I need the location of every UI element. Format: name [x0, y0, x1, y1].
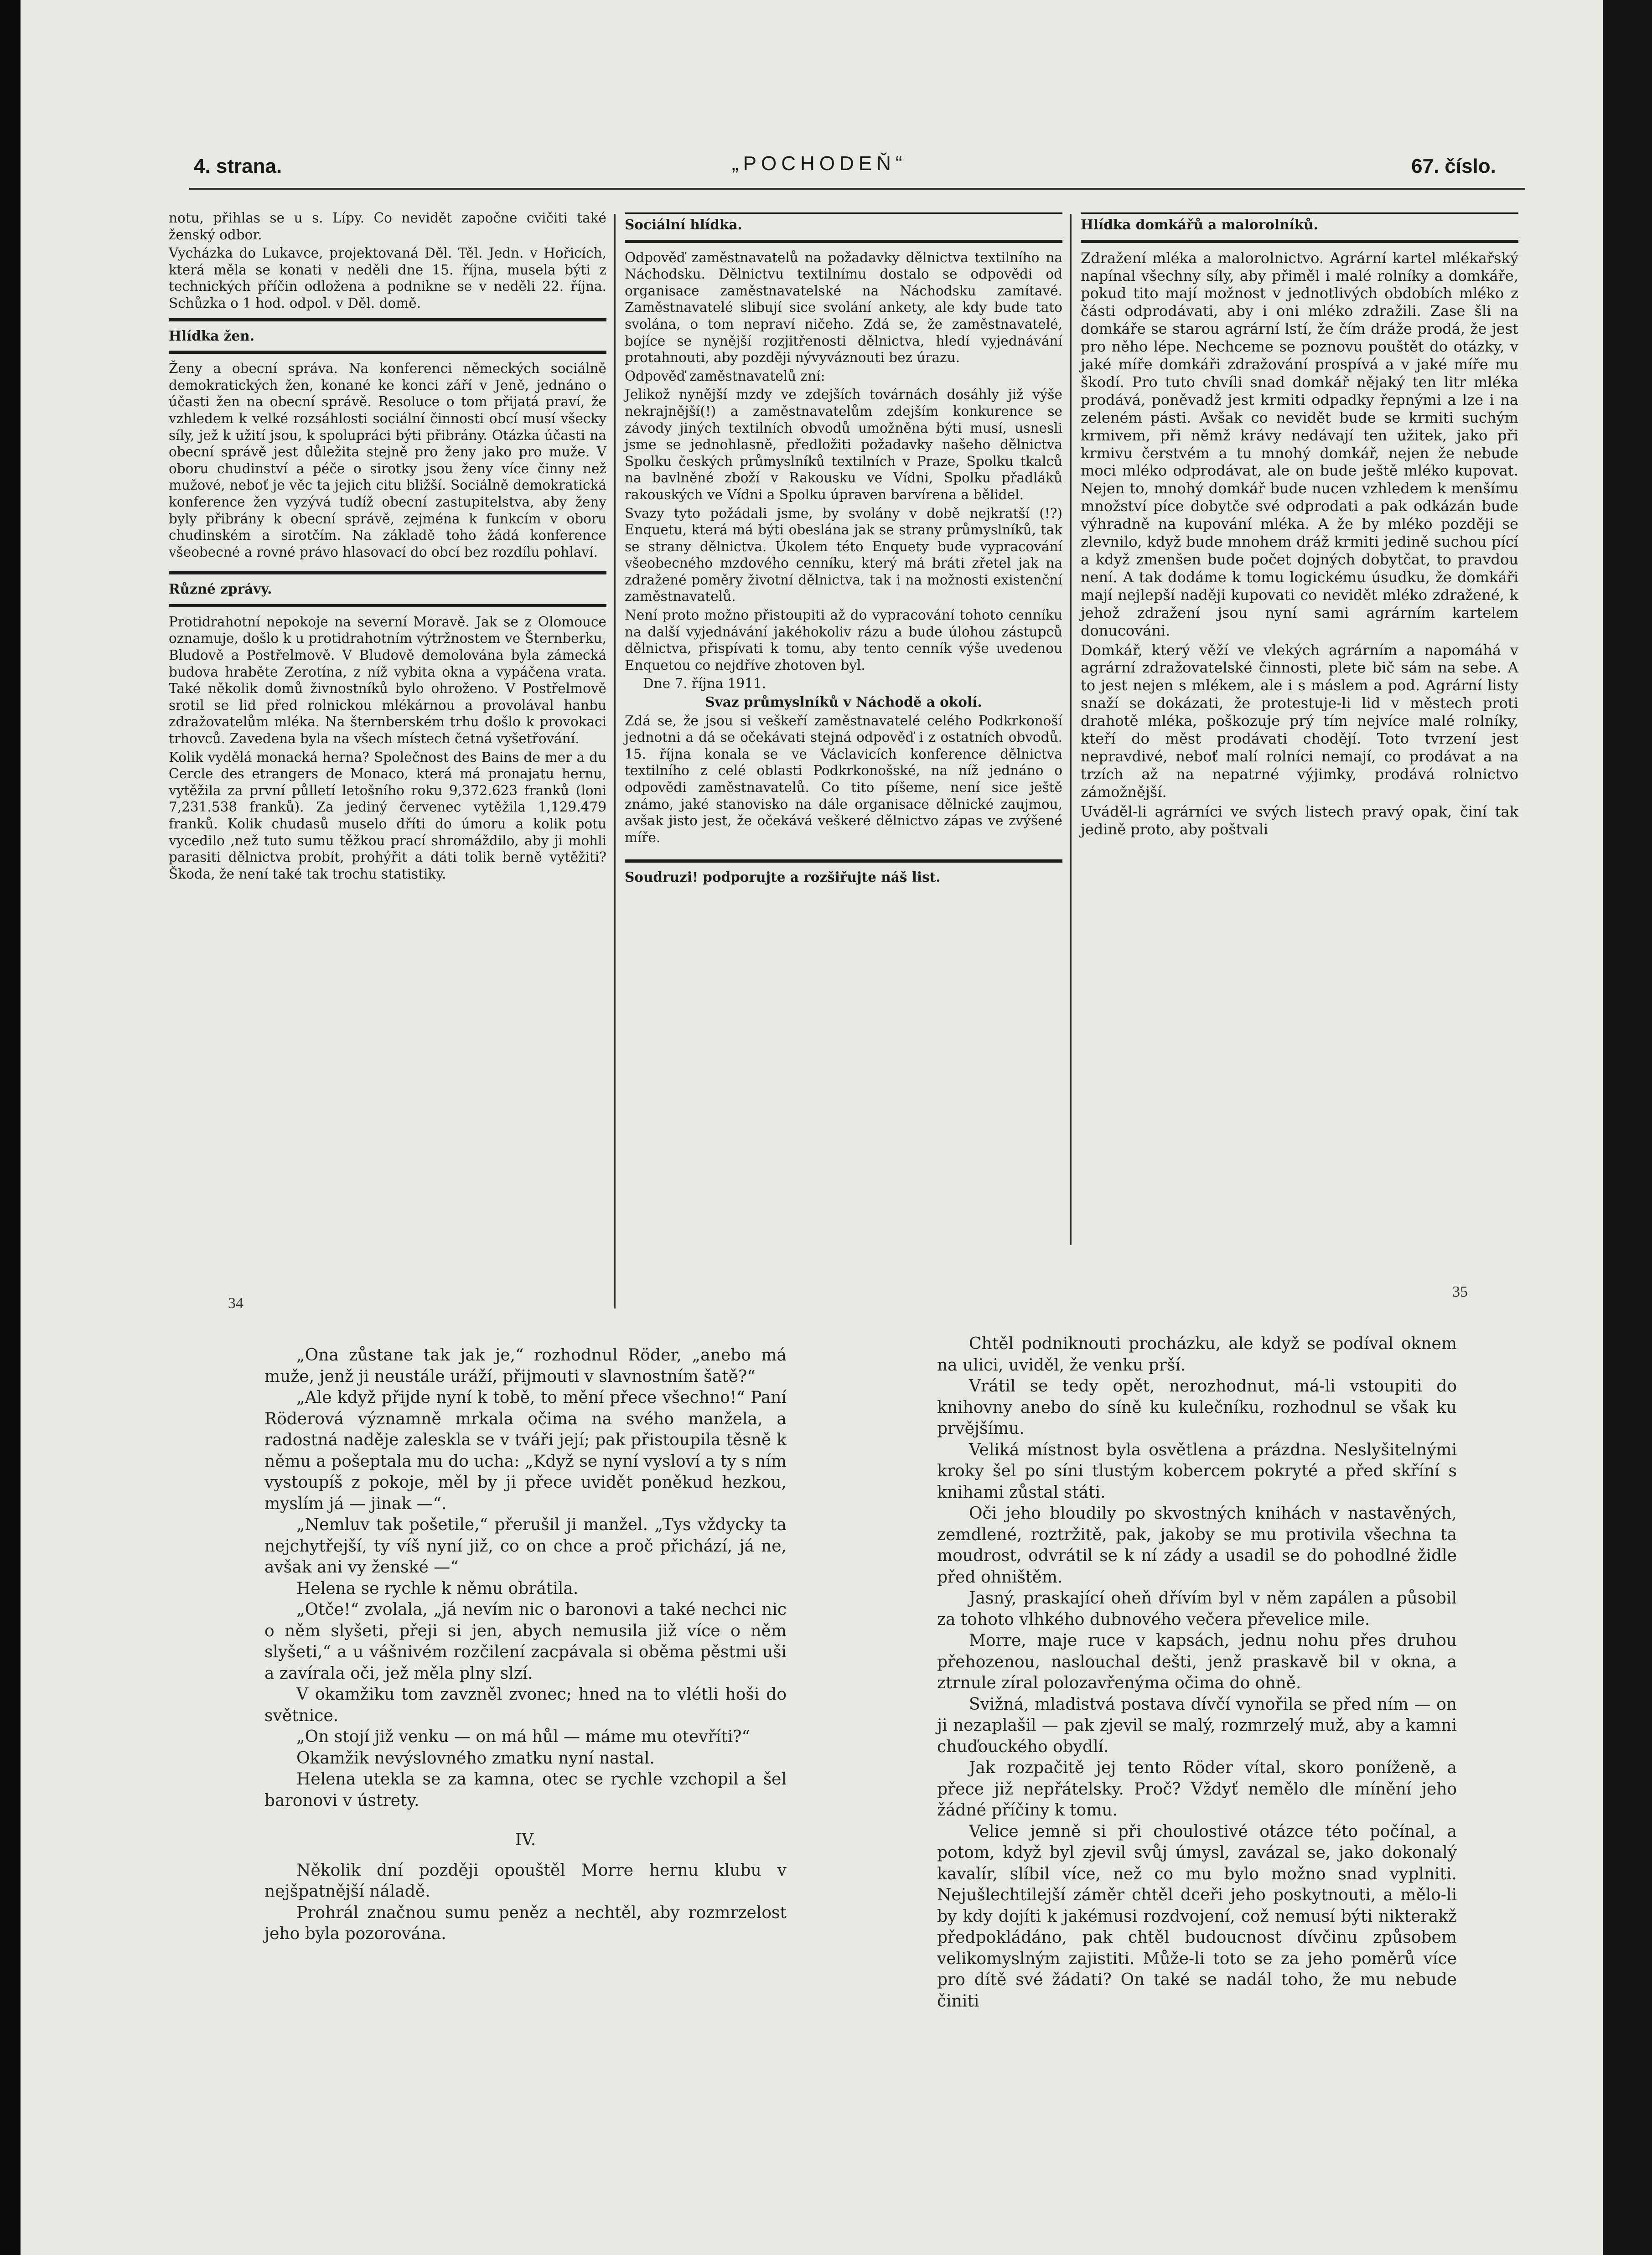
smallholders-section-title: Hlídka domkářů a malorolníků. [1081, 217, 1318, 233]
intro-paragraph: Vycházka do Lukavce, projektovaná Děl. Těl. Jedn. v Hořicích, která měla se konati v neděli dne 15. října, musela býti z technických příčin odložena a podnikne se v neděli 22. října. Schůzka o 1 hod. odpol. v Děl. domě. [169, 245, 606, 311]
book-page-left: 34 [228, 1295, 243, 1312]
novel-paragraph: „Nemluv tak pošetile,“ přerušil ji manžel. „Tys vždycky ta nejchytřejší, ty víš nyní již, co on chce a proč přichází, já ne, avšak ani vy ženské —“ [264, 1515, 787, 1577]
novel-paragraph: V okamžiku tom zavzněl zvonec; hned na to vlétli hoši do světnice. [264, 1685, 787, 1725]
novel-paragraph: Velice jemně si při choulostivé otázce této počínal, a potom, když byl zjevil svůj úmysl, zavázal se, jako dokonalý kavalír, slíbil více, než co mu bylo možno snad vyplniti. Nejušlechtilejší záměr chtěl dceři jeho poskytnouti, a mělo-li by kdy dojíti k jakémusi rozdvojení, což nemusí býti nikterakž předpokládáno, pak chtěl budoucnost dívčinu způsobem velikomyslným zajistiti. Může-li toto se za jeho poměrů více pro dítě své žádati? On také se nadál toho, že mu nebude činiti [937, 1822, 1457, 2011]
section-rule [169, 318, 606, 321]
novel-paragraph: „Otče!“ zvolala, „já nevím nic o baronovi a také nechci nic o něm slyšeti, přeji si jen, abych nemusila již více o něm slyšeti,“ a u vášnivém rozčilení zacpávala si oběma pěstmi uši a zavírala oči, jež měla plny slzí. [264, 1600, 787, 1683]
misc-section-title: Různé zprávy. [169, 581, 272, 597]
novel-paragraph: Okamžik nevýslovného zmatku nyní nastal. [296, 1748, 655, 1768]
section-rule [169, 351, 606, 354]
social-paragraph: Svazy tyto požádali jsme, by svolány v době nejkratší (!?) Enquetu, která má býti obeslána jak se strany průmyslníků, tak se strany dělnictva. Úkolem této Enquety bude vypracování všeobecného mzdového cenníku, který má bráti zřetel jak na zdražené poměry životní dělnictva, tak i na možnosti existenční zaměstnavatelů. [625, 505, 1062, 605]
novel-paragraph: „On stojí již venku — on má hůl — máme mu otevříti?“ [296, 1727, 750, 1746]
novel-paragraph: Svižná, mladistvá postava dívčí vynořila se před ním — on ji nezaplašil — pak zjevil se malý, rozmrzelý muž, aby a kamni chuďouckého obydlí. [937, 1695, 1457, 1756]
novel-paragraph: Jak rozpačitě jej tento Röder vítal, skoro poníženě, a přece již nepřátelsky. Proč? Vždyť nemělo dle mínění jeho žádné příčiny k tomu. [937, 1758, 1457, 1820]
section-rule [1081, 212, 1518, 214]
appeal-banner: Soudruzi! podporujte a rozšiřujte náš list. [625, 869, 941, 885]
section-rule [625, 212, 1062, 214]
section-rule [1081, 240, 1518, 243]
section-rule [169, 571, 606, 574]
womens-paragraph: Ženy a obecní správa. Na konferenci německých sociálně demokratických žen, konané ke konci září v Jeně, jednáno o účasti žen na obecní správě. Resoluce o tom přijatá praví, že vzhledem k velké rozsáhlosti sociální činnosti obcí musí všecky síly, jež k užití jsou, k spolupráci býti přibrány. Otázka účasti na obecní správě jest důležita stejně pro ženy jako pro muže. V oboru chudinství a péče o sirotky jsou ženy více činny než mužové, neboť je věc ta jejich citu bližší. Sociálně demokratická konference žen vyzývá tudíž obecní zastupitelstva, aby ženy byly přibrány k obecní správě, zejména k funkcím v oboru chudinském a sirotčím. Na základě toho žádá konference všeobecné a rovné právo hlasovací do obcí bez rozdílu pohlaví. [169, 361, 606, 560]
section-rule [625, 859, 1062, 863]
novel-paragraph: „Ona zůstane tak jak je,“ rozhodnul Röder, „anebo má muže, jenž ji neustále uráží, přijmouti v slavnostním šatě?“ [264, 1346, 787, 1386]
smallholders-paragraph: Domkář, který věží ve vlekých agrárním a napomáhá v agrární zdražovatelské činnosti, plete bič sám na sebe. A to jest nejen s mlékem, ale i s máslem a pod. Agrární listy snaží se dokázati, že protestuje-li lid v městech proti drahotě mléka, poškozuje prý tím nejvíce malé rolníky, kteří do měst prodávati chodějí. Toto tvrzení jest nepravdivé, neboť malí rolníci nemají, co prodávat a na trzích až na nepatrné výjimky, prodává rolnictvo zámožnější. [1081, 641, 1518, 801]
section-rule [625, 240, 1062, 243]
newspaper-page [21, 0, 1603, 2255]
book-page-right: 35 [1452, 1283, 1468, 1300]
misc-paragraph: Protidrahotní nepokoje na severní Moravě. Jak se z Olomouce oznamuje, došlo k u protidrahotním výtržnostem ve Šternberku, Bludově a Postřelmově. V Bludově demolována byla zámecká budova hraběte Zerotína, z níž vybita okna a vypáčena vrata. Také několik domů živnostníků bylo ohroženo. V Postřelmově srotil se lid před rolnickou mlékárnou a provolával hanbu zdražovatelům mléka. Na šternberském trhu došlo k provokaci trhovců. Zavedena byla na všech místech četná vyšetřování. [169, 614, 606, 747]
social-paragraph: Jelikož nynější mzdy ve zdejších továrnách dosáhly již výše nekrajnější(!) a zaměstnavatelům zdejším konkurence se závody jiných textilních obvodů umožněna býti musí, usnesli jsme se jednohlasně, předložiti požadavky našeho dělnictva Spolku českých průmyslníků textilních v Praze, Spolku tkalců na bavlněné zboží v Rakousku ve Vídni, Spolku přadláků rakouských ve Vídni a Spolku úpraven barvírena a bělidel. [625, 387, 1062, 502]
novel-paragraph: Jasný, praskající oheň dřívím byl v něm zapálen a působil za tohoto vlhkého dubnového večera převelice mile. [937, 1589, 1457, 1629]
book-column-left [264, 1345, 787, 1945]
novel-paragraph: Vrátil se tedy opět, nerozhodnut, má-li vstoupiti do knihovny anebo do síně ku kulečníku, rozhodnul se však ku prvějšímu. [937, 1377, 1457, 1438]
smallholders-paragraph: Zdražení mléka a malorolnictvo. Agrární kartel mlékařský napínal všechny síly, aby přiměl i malé rolníky a domkáře, pokud tito mají možnost v jednotlivých obdobích mléko z části odprodávati, aby i oni mléko zdražili. Zase šli na domkáře se starou agrární lstí, že čím dráže prodá, že jest pro něho lépe. Nechceme se poznovu pouštět do otázky, v jaké míře domkáři zdražování prospívá a v jaké míře mu škodí. Pro tuto chvíli snad domkář nějaký ten litr mléka prodává, poněvadž jest krmiti odpadky řepnými a lze i na zeleném pásti. Avšak co nevidět bude se krmiti suchým krmivem, při němž krávy nedávají ten užitek, jako při krmivu čerstvém a tu mnohý domkář, nejen že nebude moci mléko odprodávat, ale on bude ještě mléko kupovat. Nejen to, mnohý domkář bude nucen vzhledem k menšímu množství píce dobytče své odprodati a pak odkázán bude výhradně na kupování mléka. A že by mléko později se zlevnilo, když bude mnohem dráž krmiti jedině suchou pící a když zmenšen bude počet dojných dobytčat, to pravdou není. A tak dodáme k tomu logickému úsudku, že domkáři mají nejlepší naději kupovati co nevidět mléko zdražené, k jehož zdražení jsou nyní sami agrárním kartelem donucováni. [1081, 249, 1518, 639]
masthead: „POCHODEŇ“ [732, 152, 907, 175]
novel-paragraph: Oči jeho bloudily po skvostných knihách v nastavěných, zemdlené, roztržitě, pak, jakoby se mu protivila všechna ta moudrost, odvrátil se k ní zády a usadil se do pohodlné židle před ohništěm. [937, 1504, 1457, 1587]
column-left [169, 210, 606, 884]
column-rule-1 [614, 214, 616, 1309]
social-paragraph: Odpověď zaměstnavatelů zní: [625, 368, 825, 384]
book-column-right [937, 1334, 1457, 2012]
date-line: Dne 7. října 1911. [643, 676, 766, 692]
social-paragraph: Není proto možno přistoupiti až do vypracování tohoto cenníku na další vyjednávání jakéhokoliv rázu a bude úlohou zástupců dělnictva, přispívati k tomu, aby tento cenník výše uvedenou Enquetou co nejdříve zhotoven byl. [625, 607, 1062, 673]
intro-paragraph: notu, přihlas se u s. Lípy. Co nevidět započne cvičiti také ženský odbor. [169, 210, 606, 243]
novel-paragraph: Helena se rychle k němu obrátila. [296, 1579, 579, 1598]
novel-paragraph: „Ale když přijde nyní k tobě, to mění přece všechno!“ Paní Röderová významně mrkala očima na svého manžela, a radostná naděje zaleskla se v tváři její; pak přistoupila těsně k němu a pošeptala mu do ucha: „Když se nyní vysloví a ty s ním vystoupíš z pokoje, měl by ji přece uvidět poněkud hezkou, myslím já — jinak —“. [264, 1388, 787, 1513]
signature-line: Svaz průmyslníků v Náchodě a okolí. [705, 694, 982, 710]
column-rule-2 [1070, 214, 1072, 1245]
chapter-number: IV. [515, 1831, 536, 1849]
social-section-title: Sociální hlídka. [625, 217, 742, 233]
social-paragraph: Odpověď zaměstnavatelů na požadavky dělnictva textilního na Náchodsku. Dělnictvu textilnímu dostalo se odpovědi od organisace zaměstnavatelské na Náchodsku zamítavé. Zaměstnavatelé slibují sice svolání ankety, ale kdy bude tato svolána, o tom nepraví ničeho. Zdá se, že zaměstnavatelé, bojíce se nynější rozjitřenosti dělnictva, hledí vyjednávání protahnouti, aby později nývyváznouti bez úrazu. [625, 249, 1062, 366]
novel-paragraph: Prohrál značnou sumu peněz a nechtěl, aby rozmrzelost jeho byla pozorována. [264, 1903, 787, 1943]
scanner-edge [1603, 0, 1652, 2255]
section-rule [169, 604, 606, 607]
novel-paragraph: Veliká místnost byla osvětlena a prázdna. Neslyšitelnými kroky šel po síni tlustým kobercem pokryté a před skříní s knihami zůstal státi. [937, 1440, 1457, 1502]
novel-paragraph: Morre, maje ruce v kapsách, jednu nohu přes druhou přehozenou, naslouchal dešti, jenž praskavě bil v okna, a ztrnule zíral polozavřenýma očima do ohně. [937, 1631, 1457, 1692]
womens-section-title: Hlídka žen. [169, 327, 254, 344]
page-number-left: 4. strana. [194, 155, 282, 177]
novel-paragraph: Chtěl podniknouti procházku, ale když se podíval oknem na ulici, uviděl, že venku prší. [937, 1334, 1457, 1375]
misc-paragraph: Kolik vydělá monacká herna? Společnost des Bains de mer a du Cercle des etrangers de Monaco, která má pronajatu hernu, vytěžila za první půlletí letošního roku 9,372.623 franků (loni 7,231.538 franků). Za jediný červenec vytěžila 1,129.479 franků. Kolik chudasů muselo dříti do úmoru a kolik potu vycedilo ‚než tuto sumu těžkou prací shromáždilo, aby ji mohli parasiti dělnictva probít, prohýřit a dáti tolik berně vytěžiti? Škoda, že není také tak trochu statistiky. [169, 749, 606, 882]
issue-number: 67. číslo. [1411, 155, 1496, 177]
column-right [1081, 210, 1518, 840]
novel-paragraph: Několik dní později opouštěl Morre hernu klubu v nejšpatnější náladě. [264, 1861, 787, 1901]
social-paragraph: Zdá se, že jsou si veškeří zaměstnavatelé celého Podkrkonoší jednotni a dá se očekávati stejná odpověď i z ostatních obvodů. 15. října konala se ve Václavicích konference dělnictva textilního z celé oblasti Podkrkonošské, na níž jednáno o odpovědi zaměstnavatelů. Co tito píšeme, není sice ještě známo, jaké stanovisko na dále organisace dělnické zaujmou, avšak jisto jest, že očekává veškeré dělnictvo zápas ve zvýšené míře. [625, 713, 1062, 845]
column-middle [625, 210, 1062, 888]
smallholders-paragraph: Uváděl-li agrárníci ve svých listech pravý opak, činí tak jedině proto, aby poštvali [1081, 802, 1518, 838]
header-rule [189, 188, 1525, 190]
novel-paragraph: Helena utekla se za kamna, otec se rychle vzchopil a šel baronovi v ústrety. [264, 1770, 787, 1810]
